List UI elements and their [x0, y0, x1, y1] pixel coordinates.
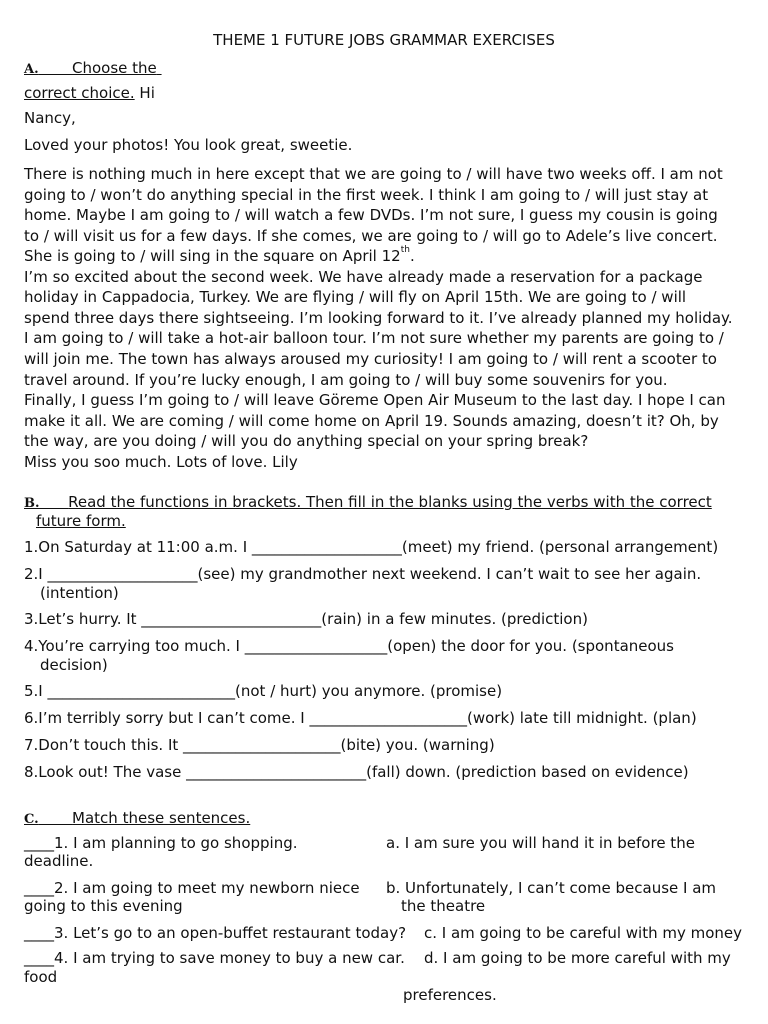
greeting-name: Nancy, — [24, 109, 76, 127]
section-b-heading-line1: Read the functions in brackets. Then fill in the blanks using the verbs with the correct — [68, 493, 712, 511]
exercise-item-continuation: decision) — [40, 656, 108, 674]
section-a-heading-part2: correct choice. — [24, 84, 135, 102]
paragraph-line: holiday in Cappadocia, Turkey. We are flying / will fly on April 15th. We are going to / will — [24, 288, 687, 306]
paragraph-line: to / will visit us for a few days. If she comes, we are going to / will go to Adele’s live concert. — [24, 227, 718, 245]
paragraph-line: spend three days there sightseeing. I’m looking forward to it. I’ve already planned my holiday. — [24, 309, 733, 327]
greeting-start: Hi — [139, 84, 155, 102]
section-a-letter: A. — [24, 62, 39, 77]
paragraph-line: the way, are you doing / will you do anything special on your spring break? — [24, 432, 589, 450]
section-b-heading-line2 — [36, 511, 126, 531]
match-right-continuation: the theatre — [401, 897, 486, 915]
exercise-item: 6.I’m terribly sorry but I can’t come. I _____________________(work) late till midnight. (plan) — [24, 709, 697, 727]
match-right-continuation: deadline. — [24, 852, 94, 870]
section-b-letter: B. — [24, 496, 40, 511]
exercise-item: 5.I _________________________(not / hurt) you anymore. (promise) — [24, 682, 503, 700]
paragraph-line: make it all. We are coming / will come home on April 19. Sounds amazing, doesn’t it? Oh, by — [24, 412, 719, 430]
section-c-heading — [24, 808, 250, 830]
exercise-item: 4.You’re carrying too much. I ___________________(open) the door for you. (spontaneous — [24, 637, 674, 655]
paragraph-line: Finally, I guess I’m going to / will leave Göreme Open Air Museum to the last day. I hope I can — [24, 391, 726, 409]
match-left-item: ____3. Let’s go to an open-buffet restaurant today? — [24, 924, 407, 942]
section-a-heading-line2 — [24, 83, 155, 103]
match-right-item: b. Unfortunately, I can’t come because I am — [386, 879, 717, 897]
match-left-item: ____4. I am trying to save money to buy a new car. — [24, 949, 405, 967]
paragraph-line: going to / won’t do anything special in the first week. I think I am going to / will just stay at — [24, 186, 709, 204]
exercise-item: 8.Look out! The vase ________________________(fall) down. (prediction based on evidence) — [24, 763, 689, 781]
letter-opening: Loved your photos! You look great, sweetie. — [24, 136, 353, 154]
ordinal-suffix: th — [400, 245, 410, 255]
paragraph-line-text: She is going to / will sing in the square on April 12 — [24, 247, 401, 265]
paragraph-line: will join me. The town has always aroused my curiosity! I am going to / will rent a scooter to — [24, 350, 717, 368]
section-c-heading-text: Match these sentences. — [72, 809, 251, 827]
match-right-continuation: food — [24, 968, 58, 986]
line-end-period: . — [409, 247, 415, 265]
paragraph-line: home. Maybe I am going to / will watch a few DVDs. I’m not sure, I guess my cousin is going — [24, 206, 718, 224]
page-title: THEME 1 FUTURE JOBS GRAMMAR EXERCISES — [213, 31, 555, 49]
section-b-heading — [24, 492, 712, 514]
section-b-heading-text: future form. — [36, 512, 126, 530]
paragraph-line: I’m so excited about the second week. We have already made a reservation for a package — [24, 268, 703, 286]
exercise-item: 7.Don’t touch this. It _____________________(bite) you. (warning) — [24, 736, 495, 754]
match-left-item: ____2. I am going to meet my newborn niece — [24, 879, 360, 897]
match-right-item: c. I am going to be careful with my money — [424, 924, 743, 942]
paragraph-line: I am going to / will take a hot-air balloon tour. I’m not sure whether my parents are going to / — [24, 329, 724, 347]
exercise-item-continuation: (intention) — [40, 584, 119, 602]
section-c-letter: C. — [24, 812, 39, 827]
exercise-item: 2.I ____________________(see) my grandmother next weekend. I can’t wait to see her again. — [24, 565, 702, 583]
paragraph-line: travel around. If you’re lucky enough, I am going to / will buy some souvenirs for you. — [24, 371, 668, 389]
match-right-item: d. I am going to be more careful with my — [424, 949, 731, 967]
exercise-item: 1.On Saturday at 11:00 a.m. I ____________________(meet) my friend. (personal arrangement) — [24, 538, 719, 556]
paragraph-line: There is nothing much in here except that we are going to / will have two weeks off. I am not — [24, 165, 723, 183]
section-a-heading-part1: Choose the — [72, 59, 157, 77]
section-a-heading — [24, 58, 162, 80]
match-left-continuation: going to this evening — [24, 897, 183, 915]
match-right-continuation: preferences. — [403, 986, 497, 1004]
exercise-item: 3.Let’s hurry. It ________________________(rain) in a few minutes. (prediction) — [24, 610, 588, 628]
letter-signoff: Miss you soo much. Lots of love. Lily — [24, 453, 298, 471]
match-left-item: ____1. I am planning to go shopping. — [24, 834, 298, 852]
match-right-item: a. I am sure you will hand it in before the — [386, 834, 695, 852]
paragraph-line-with-sup — [24, 246, 415, 266]
